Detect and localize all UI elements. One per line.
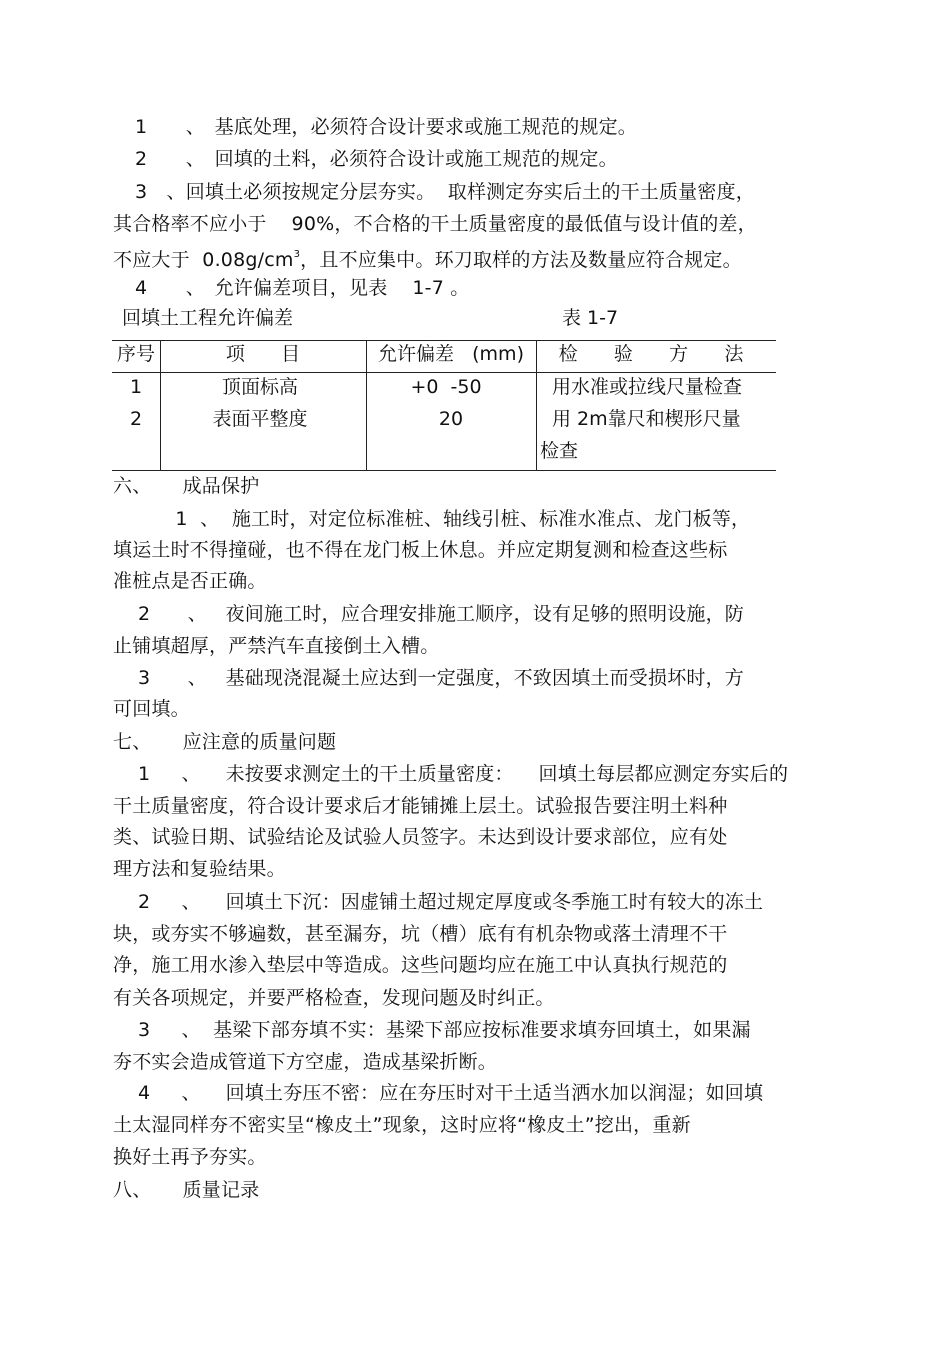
table-row-1-tolerance: +0 -50 [410,376,482,398]
section-6-line-6: 3 、 基础现浇混凝土应达到一定强度，不致因填土而受损坏时，方 [113,667,745,689]
section-7-line-8: 有关各项规定，并要严格检查，发现问题及时纠正。 [113,987,555,1009]
table-top-border [112,340,776,341]
header-item: 项 目 [225,343,301,365]
table-row-2-method: 用 2m靠尺和楔形尺量 [552,408,741,430]
section-7-line-5: 2 、 回填土下沉：因虚铺土超过规定厚度或冬季施工时有较大的冻土 [113,891,764,913]
table-bottom-border [112,470,776,471]
item-4: 4 、 允许偏差项目，见表 1-7 。 [135,277,470,299]
section-7-line-1: 1 、 未按要求测定土的干土质量密度： 回填土每层都应测定夯实后的 [113,763,789,785]
section-7-line-4: 理方法和复验结果。 [113,858,286,880]
item-3-cont-1: 其合格率不应小于 90%，不合格的干土质量密度的最低值与设计值的差， [113,213,757,235]
header-index: 序号 [116,343,155,365]
section-6-line-5: 止铺填超厚，严禁汽车直接倒土入槽。 [113,635,440,657]
section-7-line-6: 块，或夯实不够遍数，甚至漏夯，坑（槽）底有有机杂物或落土清理不干 [113,923,728,945]
section-6-line-2: 填运土时不得撞碰，也不得在龙门板上休息。并应定期复测和检查这些标 [113,539,728,561]
section-7-line-2: 干土质量密度，符合设计要求后才能铺摊上层土。试验报告要注明土料种 [113,795,728,817]
table-row-2-index: 2 [129,408,143,430]
table-number: 表 1-7 [562,307,619,329]
item-2: 2 、 回填的土料，必须符合设计或施工规范的规定。 [135,148,618,170]
section-7-heading: 七、 应注意的质量问题 [113,731,337,753]
item-3: 3 、回填土必须按规定分层夯实。 取样测定夯实后土的干土质量密度， [135,181,755,203]
table-row-1-item: 顶面标高 [221,376,298,398]
density-suffix: ，且不应集中。环刀取样的方法及数量应符合规定。 [300,249,742,271]
density-prefix: 不应大于 0.08g/cm [113,249,294,271]
section-7-line-3: 类、试验日期、试验结论及试验人员签字。未达到设计要求部位，应有处 [113,826,728,848]
table-row-2-item: 表面平整度 [212,408,308,430]
section-6-line-4: 2 、 夜间施工时，应合理安排施工顺序，设有足够的照明设施，防 [113,603,745,625]
header-method: 检 验 方 法 [558,343,744,365]
table-header-border [112,372,776,373]
item-1: 1 、 基底处理，必须符合设计要求或施工规范的规定。 [135,116,637,138]
section-7-line-11: 4 、 回填土夯压不密：应在夯压时对干土适当洒水加以润湿；如回填 [113,1082,764,1104]
table-row-2-method-cont: 检查 [540,440,579,462]
section-7-line-7: 净，施工用水渗入垫层中等造成。这些问题均应在施工中认真执行规范的 [113,954,728,976]
section-6-line-1: 1 、 施工时，对定位标准桩、轴线引桩、标准水准点、龙门板等， [113,508,751,530]
section-7-line-10: 夯不实会造成管道下方空虚，造成基梁折断。 [113,1051,498,1073]
section-8-heading: 八、 质量记录 [113,1179,260,1201]
superscript-3: 3 [293,249,301,260]
header-tolerance: 允许偏差 (mm) [378,343,524,365]
table-row-1-index: 1 [129,376,143,398]
table-row-1-method: 用水准或拉线尺量检查 [552,376,743,398]
item-3-cont-2 [113,243,742,272]
section-6-line-3: 准桩点是否正确。 [113,570,267,592]
section-7-line-9: 3 、 基梁下部夯填不实：基梁下部应按标准要求填夯回填土，如果漏 [113,1019,751,1041]
table-caption: 回填土工程允许偏差 [122,307,294,329]
section-6-heading: 六、 成品保护 [113,475,260,497]
table-row-2-tolerance: 20 [438,408,464,430]
section-6-line-7: 可回填。 [113,698,190,720]
section-7-line-12: 土太湿同样夯不密实呈“橡皮土”现象，这时应将“橡皮土”挖出，重新 [113,1114,691,1136]
section-7-line-13: 换好土再予夯实。 [113,1146,267,1168]
